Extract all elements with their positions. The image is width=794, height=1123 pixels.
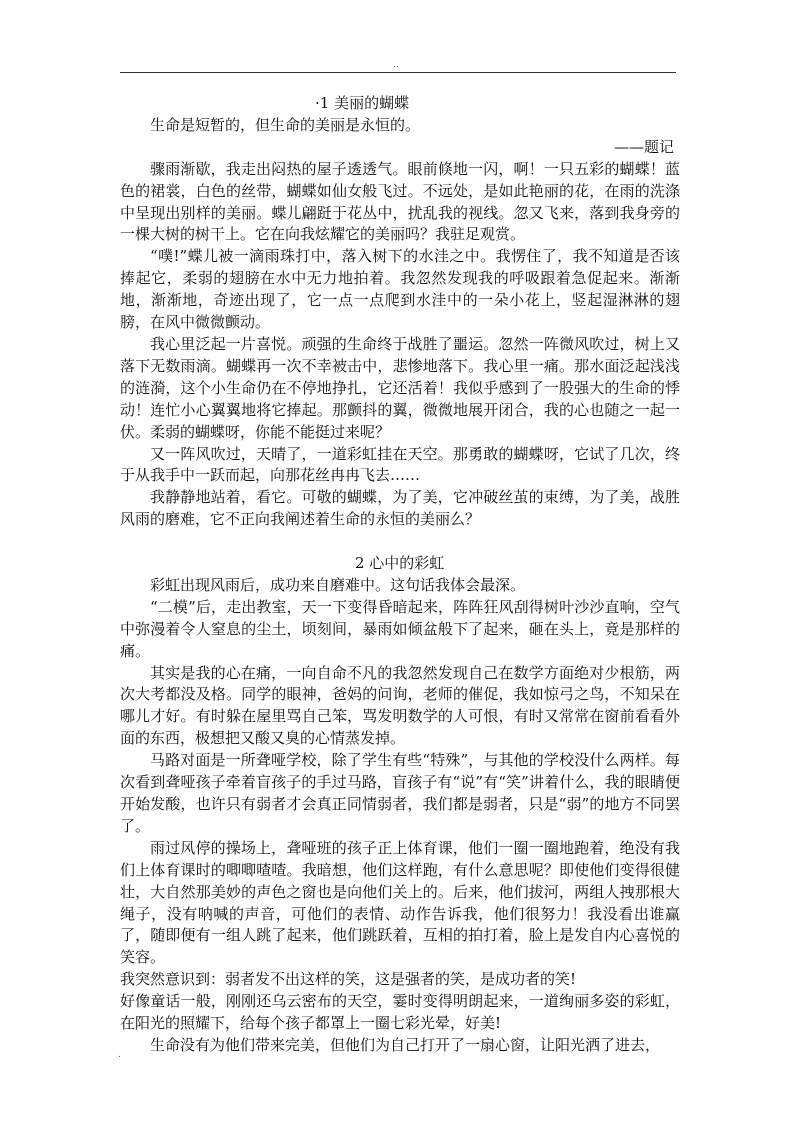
section1-paragraph: 我静静地站着，看它。可敬的蝴蝶，为了美，它冲破丝茧的束缚，为了美，战胜风雨的磨难，它不正向我阐述着生命的永恒的美丽么？: [120, 488, 680, 529]
section2-paragraph: 生命没有为他们带来完美，但他们为自己打开了一扇心窗，让阳光洒了进去，: [150, 1035, 661, 1054]
header-mark: ..: [393, 60, 399, 70]
section1-paragraph: 骤雨渐歇，我走出闷热的屋子透透气。眼前倏地一闪，啊！一只五彩的蝴蝶！蓝色的裙裳，白色的丝带，蝴蝶如仙女般飞过。不远处，是如此艳丽的花，在雨的洗涤中呈现出别样的美丽。蝶儿翩跹于花丛中，扰乱我的视线。忽又飞来，落到我身旁的一棵大树的树干上。它在向我炫耀它的美丽吗？我驻足观赏。: [120, 159, 680, 244]
section2-paragraph: 其实是我的心在痛，一向自命不凡的我忽然发现自己在数学方面绝对少根筋，两次大考都没及格。同学的眼神，爸妈的问询，老师的催促，我如惊弓之鸟，不知呆在哪儿才好。有时躲在屋里骂自己笨，骂发明数学的人可恨，有时又常常在窗前看看外面的东西，极想把又酸又臭的心情蒸发掉。: [120, 663, 680, 748]
section1-epigraph: 生命是短暂的，但生命的美丽是永恒的。: [150, 115, 421, 134]
section2-paragraph: 我突然意识到：弱者发不出这样的笑，这是强者的笑，是成功者的笑!: [120, 970, 577, 989]
section1-title: ·1 美丽的蝴蝶: [315, 94, 410, 112]
section2-paragraph: 好像童话一般，刚刚还乌云密布的天空，霎时变得明朗起来，一道绚丽多姿的彩虹，在阳光的照耀下，给每个孩子都罩上一圈七彩光晕，好美!: [120, 992, 680, 1033]
section1-paragraph: “噗!”蝶儿被一滴雨珠打中，落入树下的水洼之中。我愣住了，我不知道是否该捧起它，柔弱的翅膀在水中无力地拍着。我忽然发现我的呼吸跟着急促起来。渐渐地，渐渐地，奇迹出现了，它一点一点爬到水洼中的一朵小花上，竖起湿淋淋的翅膀，在风中微微颤动。: [120, 247, 680, 332]
section2-paragraph: 彩虹出现风雨后，成功来自磨难中。这句话我体会最深。: [150, 575, 526, 594]
section1-epigraph-note: ——题记: [613, 137, 674, 156]
document-body: [120, 93, 680, 1057]
section2-paragraph: “二模”后，走出教室，天一下变得昏暗起来，阵阵狂风刮得树叶沙沙直响，空气中弥漫着令人窒息的尘土，顷刻间，暴雨如倾盆般下了起来，砸在头上，竟是那样的痛。: [120, 597, 680, 660]
footer-mark: .: [118, 1050, 121, 1060]
header-rule: [120, 72, 676, 73]
section2-title: 2 心中的彩虹: [355, 554, 445, 573]
section2-paragraph: 马路对面是一所聋哑学校，除了学生有些“特殊”，与其他的学校没什么两样。每次看到聋哑孩子牵着盲孩子的手过马路，盲孩子有“说”有“笑”讲着什么，我的眼睛便开始发酸，也许只有弱者才会真正同情弱者，我们都是弱者，只是“弱”的地方不同罢了。: [120, 751, 680, 835]
section2-paragraph: 雨过风停的操场上，聋哑班的孩子正上体育课，他们一圈一圈地跑着，绝没有我们上体育课时的唧唧喳喳。我暗想，他们这样跑，有什么意思呢？即使他们变得很健壮，大自然那美妙的声色之窗也是向他们关上的。后来，他们拔河，两组人拽那根大绳子，没有呐喊的声音，可他们的表情、动作告诉我，他们很努力！我没看出谁赢了，随即便有一组人跳了起来，他们跳跃着，互相的拍打着，脸上是发自内心喜悦的笑容。: [120, 838, 680, 967]
section1-paragraph: 我心里泛起一片喜悦。顽强的生命终于战胜了噩运。忽然一阵微风吹过，树上又落下无数雨滴。蝴蝶再一次不幸被击中，悲惨地落下。我心里一痛。那水面泛起浅浅的涟漪，这个小生命仍在不停地挣扎，它还活着！我似乎感到了一股强大的生命的悸动！连忙小心翼翼地将它捧起。那颤抖的翼，微微地展开闭合，我的心也随之一起一伏。柔弱的蝴蝶呀，你能不能挺过来呢？: [120, 334, 680, 441]
section1-paragraph: 又一阵风吹过，天晴了，一道彩虹挂在天空。那勇敢的蝴蝶呀，它试了几次，终于从我手中一跃而起，向那花丝冉冉飞去……: [120, 444, 680, 485]
